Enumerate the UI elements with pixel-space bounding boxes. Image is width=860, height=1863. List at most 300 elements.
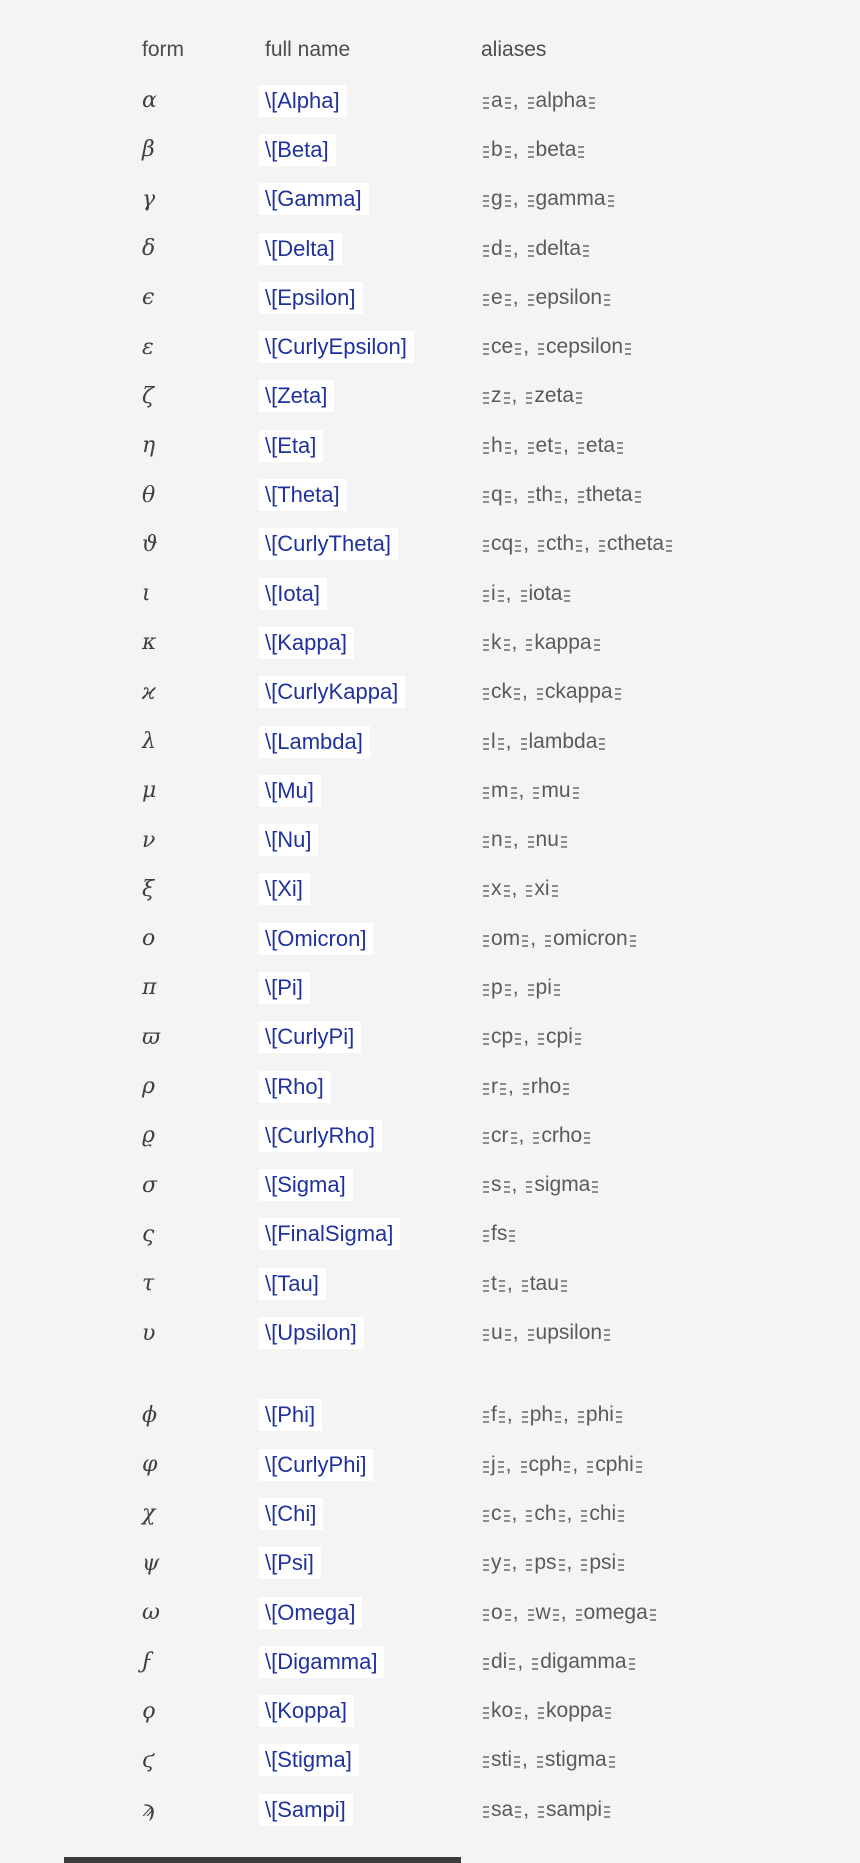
alias-text: b [491,137,503,161]
column-header-aliases: aliases [481,38,547,61]
fullname-link[interactable]: \[Eta] [259,430,323,462]
fullname-link[interactable]: \[Gamma] [259,183,369,215]
alias-text: ce [491,335,514,359]
alias-text: s [491,1173,502,1197]
full-name-cell [265,729,481,755]
esc-key-icon [526,1181,532,1193]
esc-key-icon [537,1756,543,1768]
full-name-cell [265,1649,481,1675]
greek-letter: α [142,88,157,114]
alias-text: th [535,483,554,507]
alias-text: u [491,1321,503,1345]
alias-cell [481,434,860,458]
alias-text: e [491,285,503,309]
esc-key-icon [498,590,504,602]
fullname-link[interactable]: \[Psi] [259,1547,321,1579]
greek-letter: ζ [142,383,154,409]
table-row [0,372,860,421]
greek-letter: π [142,975,157,1001]
fullname-link[interactable]: \[CurlyPhi] [259,1449,373,1481]
esc-key-icon [483,1083,489,1095]
esc-key-icon [559,1510,565,1522]
fullname-link[interactable]: \[Kappa] [259,627,354,659]
alias-text: cpi [546,1025,573,1049]
column-header-full-name: full name [265,38,351,61]
alias-text: d [491,236,503,260]
alias-cell [481,1272,860,1296]
alias-text: pi [535,975,552,999]
alias-text: alpha [535,88,587,112]
alias-text: y [491,1551,502,1575]
esc-key-icon [564,590,570,602]
esc-key-icon [483,1181,489,1193]
alias-cell [481,927,860,951]
alias-text: theta [585,483,633,507]
esc-key-icon [576,1609,582,1621]
alias-text: z [491,384,502,408]
alias-cell [481,1321,860,1345]
alias-cell [481,730,860,754]
alias-text: nu [535,828,559,852]
alias-separator: , [523,1797,530,1821]
greek-letter: ϵ [142,285,155,311]
alias-text: f [491,1403,497,1427]
esc-key-icon [555,1411,561,1423]
alias-cell [481,384,860,408]
fullname-link[interactable]: \[Omicron] [259,923,373,955]
fullname-link[interactable]: \[Digamma] [259,1646,384,1678]
esc-key-icon [509,1230,515,1242]
esc-key-icon [483,491,489,503]
esc-key-icon [528,245,534,257]
esc-key-icon [522,935,528,947]
alias-text: ph [529,1403,554,1427]
fullname-link[interactable]: \[Sampi] [259,1794,353,1826]
esc-key-icon [528,195,534,207]
alias-separator: , [566,1501,573,1525]
table-row [0,125,860,174]
alias-text: cph [528,1452,563,1476]
greek-letter: δ [142,236,156,262]
greek-letter: ϑ [142,531,158,557]
alias-text: q [491,483,503,507]
fullname-link[interactable]: \[CurlyRho] [259,1120,382,1152]
full-name-cell [265,1221,481,1247]
greek-letter: φ [142,1452,158,1478]
alias-separator: , [505,1452,512,1476]
full-name-cell [265,876,481,902]
greek-letter: ϱ [142,1123,155,1149]
esc-key-icon [608,195,614,207]
fullname-link[interactable]: \[Sigma] [259,1169,353,1201]
esc-key-icon [618,1510,624,1522]
esc-key-icon [537,688,543,700]
esc-key-icon [483,1329,489,1341]
alias-separator: , [563,483,569,507]
alias-text: m [491,778,509,802]
table-row [0,1785,860,1834]
alias-text: sigma [534,1173,591,1197]
alias-separator: , [518,1123,525,1147]
esc-key-icon [625,343,631,355]
alias-separator: , [560,1600,567,1624]
alias-separator: , [522,1748,528,1772]
table-row [0,618,860,667]
esc-key-icon [526,885,532,897]
table-row [0,1308,860,1357]
esc-key-icon [483,1132,489,1144]
esc-key-icon [515,1806,521,1818]
alias-text: omicron [553,926,628,950]
esc-key-icon [483,590,489,602]
fullname-link[interactable]: \[CurlyTheta] [259,528,398,560]
esc-key-icon [533,787,539,799]
alias-cell [481,237,860,261]
fullname-link[interactable]: \[Chi] [259,1498,323,1530]
fullname-link[interactable]: \[Phi] [259,1399,322,1431]
esc-key-icon [555,491,561,503]
alias-separator: , [512,828,519,852]
esc-key-icon [483,1280,489,1292]
alias-separator: , [505,729,512,753]
alias-text: gamma [535,187,606,211]
alias-text: w [535,1600,551,1624]
fullname-link[interactable]: \[Upsilon] [259,1317,364,1349]
alias-text: stigma [544,1748,607,1772]
alias-separator: , [512,236,519,260]
table-row [0,1539,860,1588]
full-name-cell [265,1271,481,1297]
alias-cell [481,483,860,507]
table-row [0,1440,860,1489]
alias-text: a [491,88,503,112]
esc-key-icon [532,1658,538,1670]
esc-key-icon [505,97,511,109]
greek-letter: ϡ [142,1797,155,1823]
esc-key-icon [504,1559,510,1571]
alias-separator: , [512,137,519,161]
alias-text: digamma [540,1649,627,1673]
esc-key-icon [599,540,605,552]
alias-text: koppa [546,1699,604,1723]
alias-cell [481,1124,860,1148]
esc-key-icon [583,245,589,257]
esc-key-icon [483,392,489,404]
fullname-link[interactable]: \[CurlyKappa] [259,676,405,708]
full-name-cell [265,334,481,360]
alias-separator: , [511,1501,518,1525]
alias-text: p [491,975,503,999]
alias-separator: , [511,384,518,408]
fullname-link[interactable]: \[Delta] [259,233,342,265]
alias-text: cphi [595,1452,634,1476]
fullname-link[interactable]: \[Mu] [259,775,321,807]
esc-key-icon [505,836,511,848]
alias-text: di [491,1649,508,1673]
alias-cell [481,187,860,211]
fullname-link[interactable]: \[Theta] [259,479,347,511]
alias-cell [481,976,860,1000]
greek-letter: θ [142,482,156,508]
full-name-cell [265,1074,481,1100]
esc-key-icon [499,1411,505,1423]
esc-key-icon [483,294,489,306]
fullname-link[interactable]: \[Rho] [259,1071,331,1103]
fullname-link[interactable]: \[Beta] [259,134,336,166]
alias-separator: , [511,630,518,654]
alias-separator: , [512,1600,519,1624]
esc-key-icon [528,442,534,454]
table-row [0,1210,860,1259]
fullname-link[interactable]: \[Tau] [259,1268,326,1300]
esc-key-icon [559,1559,565,1571]
esc-key-icon [522,1411,528,1423]
alias-text: ck [491,680,512,704]
esc-key-icon [483,1510,489,1522]
alias-text: epsilon [535,285,603,309]
greek-letter: κ [142,630,157,656]
alias-cell [481,828,860,852]
greek-letter: ι [142,581,151,607]
alias-text: ko [491,1699,514,1723]
alias-cell [481,1173,860,1197]
alias-cell [481,1453,860,1477]
esc-key-icon [578,491,584,503]
full-name-cell [265,482,481,508]
alias-cell [481,1075,860,1099]
fullname-link[interactable]: \[Nu] [259,824,318,856]
alias-text: i [491,581,496,605]
esc-key-icon [504,1510,510,1522]
esc-key-icon [483,1411,489,1423]
esc-key-icon [504,885,510,897]
alias-separator: , [523,1025,530,1049]
full-name-cell [265,1024,481,1050]
greek-letter: β [142,137,155,163]
fullname-link[interactable]: \[CurlyEpsilon] [259,331,414,363]
esc-key-icon [483,1609,489,1621]
esc-key-icon [594,639,600,651]
alias-cell [481,779,860,803]
fullname-link[interactable]: \[Omega] [259,1597,362,1629]
table-row [0,1588,860,1637]
esc-key-icon [528,491,534,503]
esc-key-icon [599,738,605,750]
esc-key-icon [578,146,584,158]
esc-key-icon [604,1806,610,1818]
column-header-form: form [142,38,184,61]
alias-text: c [491,1501,502,1525]
table-row [0,1637,860,1686]
esc-key-icon [483,1559,489,1571]
full-name-cell [265,1320,481,1346]
table-row [0,175,860,224]
partial-section-divider [64,1857,461,1863]
full-name-cell [265,1600,481,1626]
esc-key-icon [581,1559,587,1571]
full-name-cell [265,186,481,212]
alias-text: upsilon [535,1321,603,1345]
full-name-cell [265,975,481,1001]
fullname-link[interactable]: \[FinalSigma] [259,1218,400,1250]
esc-key-icon [483,639,489,651]
fullname-link[interactable]: \[CurlyPi] [259,1021,361,1053]
greek-letter: ν [142,827,156,853]
esc-key-icon [592,1181,598,1193]
esc-key-icon [538,1707,544,1719]
greek-letter: ω [142,1600,160,1626]
esc-key-icon [483,1658,489,1670]
alias-separator: , [518,778,525,802]
full-name-cell [265,1747,481,1773]
fullname-link[interactable]: \[Alpha] [259,85,347,117]
esc-key-icon [523,1083,529,1095]
table-row [0,963,860,1012]
alias-text: ps [534,1551,557,1575]
alias-text: kappa [534,630,592,654]
esc-key-icon [505,1609,511,1621]
esc-key-icon [605,1707,611,1719]
full-name-cell [265,1402,481,1428]
esc-key-icon [483,688,489,700]
esc-key-icon [581,1510,587,1522]
esc-key-icon [483,1707,489,1719]
esc-key-icon [483,97,489,109]
alias-cell [481,877,860,901]
alias-separator: , [584,532,590,556]
greek-letter: ϰ [142,679,156,705]
esc-key-icon [526,639,532,651]
table-row [0,717,860,766]
fullname-link[interactable]: \[Koppa] [259,1695,354,1727]
esc-key-icon [561,1280,567,1292]
esc-key-icon [564,1461,570,1473]
greek-letter: χ [142,1501,156,1527]
esc-key-icon [521,738,527,750]
esc-key-icon [630,935,636,947]
fullname-link[interactable]: \[Epsilon] [259,282,363,314]
fullname-link[interactable]: \[Pi] [259,972,310,1004]
esc-key-icon [555,442,561,454]
full-name-cell [265,1550,481,1576]
esc-key-icon [538,1806,544,1818]
alias-text: k [491,630,502,654]
esc-key-icon [618,1559,624,1571]
esc-key-icon [528,984,534,996]
alias-text: cepsilon [546,335,624,359]
table-body [0,76,860,1834]
esc-key-icon [505,442,511,454]
full-name-cell [265,1698,481,1724]
greek-letter: ε [142,334,154,360]
esc-key-icon [498,738,504,750]
alias-cell [481,1222,860,1246]
alias-separator: , [563,1403,569,1427]
table-row [0,224,860,273]
full-name-cell [265,679,481,705]
esc-key-icon [483,442,489,454]
table-row [0,1111,860,1160]
esc-key-icon [509,1658,515,1670]
esc-key-icon [514,1756,520,1768]
esc-key-icon [483,738,489,750]
esc-key-icon [609,1756,615,1768]
esc-key-icon [504,639,510,651]
esc-key-icon [553,1609,559,1621]
greek-letter: υ [142,1320,156,1346]
esc-key-icon [504,392,510,404]
table-row [0,322,860,371]
alias-text: zeta [534,384,575,408]
alias-separator: , [511,1173,518,1197]
esc-key-icon [483,984,489,996]
alias-text: chi [589,1501,617,1525]
greek-letter: μ [142,778,157,804]
esc-key-icon [511,1132,517,1144]
alias-text: lambda [528,729,598,753]
esc-key-icon [514,688,520,700]
alias-text: h [491,433,503,457]
table-header-row [0,24,860,76]
alias-text: n [491,828,503,852]
alias-separator: , [523,532,530,556]
alias-separator: , [508,1074,514,1098]
greek-letter: τ [142,1271,155,1297]
greek-letter: ϖ [142,1024,160,1050]
alias-cell [481,631,860,655]
alias-separator: , [566,1551,573,1575]
alias-text: omega [583,1600,648,1624]
alias-text: iota [528,581,563,605]
esc-key-icon [538,343,544,355]
esc-key-icon [587,1461,593,1473]
fullname-link[interactable]: \[Lambda] [259,726,370,758]
esc-key-icon [483,1033,489,1045]
greek-letter: ϝ [142,1649,153,1675]
fullname-link[interactable]: \[Iota] [259,578,327,610]
esc-key-icon [505,491,511,503]
alias-separator: , [530,926,537,950]
alias-separator: , [512,433,519,457]
esc-key-icon [505,294,511,306]
alias-separator: , [572,1452,579,1476]
fullname-link[interactable]: \[Stigma] [259,1744,359,1776]
alias-separator: , [506,1271,513,1295]
esc-key-icon [505,245,511,257]
alias-separator: , [522,680,528,704]
full-name-cell [265,1123,481,1149]
alias-text: cp [491,1025,514,1049]
table-row [0,815,860,864]
esc-key-icon [483,1461,489,1473]
table-row [0,1013,860,1062]
alias-text: cth [546,532,575,556]
alias-cell [481,335,860,359]
esc-key-icon [528,1329,534,1341]
esc-key-icon [483,836,489,848]
fullname-link[interactable]: \[Zeta] [259,380,334,412]
fullname-link[interactable]: \[Xi] [259,873,310,905]
esc-key-icon [483,146,489,158]
esc-key-icon [522,1280,528,1292]
alias-text: cr [491,1123,509,1147]
esc-key-icon [526,1559,532,1571]
esc-key-icon [576,392,582,404]
esc-key-icon [589,97,595,109]
alias-text: beta [535,137,577,161]
alias-text: mu [541,778,571,802]
esc-key-icon [578,1411,584,1423]
